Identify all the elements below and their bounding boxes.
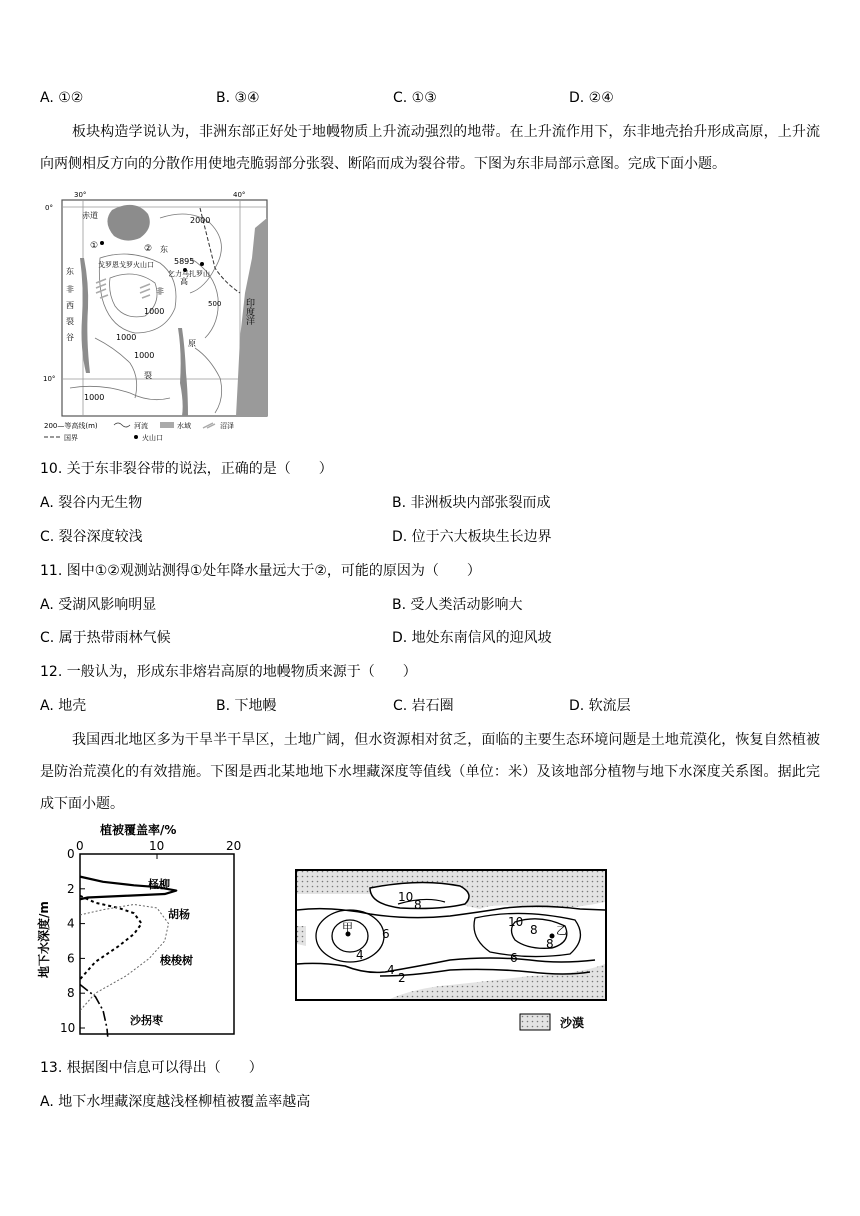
- legend-water: 水域: [177, 422, 191, 430]
- q12-option-a: A. 地壳: [40, 698, 87, 714]
- lat-0-label: 0°: [45, 204, 53, 212]
- contour-label: 1000: [84, 393, 105, 402]
- station-2-label: ②: [144, 244, 153, 254]
- ocean-label: 印度洋: [244, 298, 254, 325]
- x-tick-label: 0: [76, 839, 84, 853]
- series-line-2: [80, 896, 142, 980]
- passage-east-africa: 板块构造学说认为，非洲东部正好处于地幔物质上升流动强烈的地带。在上升流作用下，东非地壳抬升形成高原，上升流向两侧相反方向的分散作用使地壳脆弱部分张裂、断陷而成为裂谷带。下图为东非局部示意图。完成下面小题。: [40, 124, 820, 172]
- q10-option-b: B. 非洲板块内部张裂而成: [392, 495, 551, 511]
- series-label-shaguaizao: 沙拐枣: [130, 1014, 163, 1027]
- map-label: 西: [66, 301, 74, 310]
- q12-option-b: B. 下地幔: [216, 698, 277, 714]
- contour-label: 6: [510, 951, 518, 965]
- contour-label: 8: [546, 937, 554, 951]
- q12-stem: 12. 一般认为，形成东非熔岩高原的地幔物质来源于（ ）: [40, 664, 417, 680]
- legend-volcano: 火山口: [142, 434, 163, 442]
- y-tick-label: 2: [67, 881, 75, 896]
- q11-option-d: D. 地处东南信风的迎风坡: [392, 630, 552, 646]
- contour-label: 2000: [190, 216, 211, 225]
- legend-border: 国界: [64, 434, 78, 442]
- map-label: 裂: [144, 371, 152, 380]
- groundwater-contour-map: [290, 864, 620, 1040]
- x-tick-label: 20: [226, 839, 242, 853]
- contour-label: 10: [398, 890, 414, 904]
- volcano-dot: [200, 262, 204, 266]
- desert-area: [297, 926, 306, 946]
- q11-option-a: A. 受湖风影响明显: [40, 597, 157, 613]
- map-label: 东: [160, 245, 168, 254]
- q10-option-a: A. 裂谷内无生物: [40, 495, 143, 511]
- contour-label: 1000: [134, 351, 155, 360]
- lat-10-label: 10°: [43, 375, 56, 383]
- legend-contour: 200—等高线(m): [44, 422, 98, 430]
- station-1-label: ①: [90, 241, 99, 251]
- series-label-huyang: 胡杨: [168, 908, 190, 921]
- map-label: 谷: [66, 333, 74, 342]
- east-africa-map: [40, 188, 280, 443]
- y-axis-label: 地下水深度/m: [37, 901, 51, 978]
- contour-label: 8: [414, 898, 422, 912]
- q9-option-b: B. ③④: [216, 90, 260, 106]
- series-label-suosuo: 梭梭树: [160, 954, 193, 967]
- vegetation-groundwater-chart: [36, 818, 256, 1040]
- q9-option-d: D. ②④: [569, 90, 614, 106]
- y-tick-label: 0: [67, 847, 75, 861]
- legend-desert-label: 沙漠: [560, 1016, 585, 1030]
- kilimanjaro-label: 乞力马扎罗山: [168, 270, 210, 278]
- contour-label: 4: [387, 963, 395, 977]
- equator-label: 赤道: [82, 211, 98, 220]
- chart-title: 植被覆盖率/%: [100, 823, 177, 837]
- y-tick-label: 4: [67, 916, 75, 931]
- contour-label: 2: [398, 971, 406, 985]
- contour-label: 500: [208, 300, 222, 308]
- volcano-dot: [100, 241, 104, 245]
- lon-40-label: 40°: [233, 191, 246, 199]
- q12-option-c: C. 岩石圈: [393, 698, 454, 714]
- map-label: 非: [66, 285, 74, 294]
- crater-label: 戈罗恩戈罗火山口: [98, 261, 154, 269]
- q11-option-c: C. 属于热带雨林气候: [40, 630, 171, 646]
- contour-label: 1000: [144, 307, 165, 316]
- q12-option-d: D. 软流层: [569, 698, 631, 714]
- map-label: 高: [180, 277, 188, 286]
- q11-option-b: B. 受人类活动影响大: [392, 597, 523, 613]
- contour-label: 1000: [116, 333, 137, 342]
- q11-stem: 11. 图中①②观测站测得①处年降水量远大于②，可能的原因为（ ）: [40, 563, 481, 579]
- q13-option-a: A. 地下水埋藏深度越浅柽柳植被覆盖率越高: [40, 1094, 311, 1110]
- q10-stem: 10. 关于东非裂谷带的说法，正确的是（ ）: [40, 461, 333, 477]
- passage-northwest-china: 我国西北地区多为干旱半干旱区，土地广阔，但水资源相对贫乏，面临的主要生态环境问题是土地荒漠化，恢复自然植被是防治荒漠化的有效措施。下图是西北某地地下水埋藏深度等值线（单位：米）及该地部分植物与地下水深度关系图。据此完成下面小题。: [40, 732, 820, 812]
- y-tick-label: 8: [67, 986, 75, 1001]
- series-label-chengliu: 柽柳: [148, 878, 170, 891]
- point-yi-label: 乙: [556, 924, 567, 937]
- map-label: 非: [156, 287, 164, 296]
- series-line-3: [80, 904, 169, 1010]
- q13-stem: 13. 根据图中信息可以得出（ ）: [40, 1060, 263, 1076]
- x-tick-label: 10: [149, 839, 165, 853]
- legend-desert-swatch: [520, 1014, 550, 1030]
- lon-30-label: 30°: [74, 191, 87, 199]
- legend-swamp: 沼泽: [220, 422, 234, 430]
- peak-elevation-label: 5895: [174, 257, 195, 266]
- contour-label: 4: [356, 948, 364, 962]
- q10-option-d: D. 位于六大板块生长边界: [392, 529, 552, 545]
- contour-label: 6: [382, 927, 390, 941]
- map-label: 裂: [66, 317, 74, 326]
- y-tick-label: 10: [60, 1021, 76, 1035]
- q9-option-a: A. ①②: [40, 90, 84, 106]
- map-label: 东: [66, 267, 74, 276]
- series-line-4: [80, 985, 108, 1037]
- legend-river: 河流: [134, 422, 148, 430]
- contour-label: 10: [508, 915, 524, 929]
- point-jia-label: 甲: [342, 921, 353, 934]
- y-tick-label: 6: [67, 951, 75, 966]
- q10-option-c: C. 裂谷深度较浅: [40, 529, 143, 545]
- contour-label: 8: [530, 923, 538, 937]
- q9-option-c: C. ①③: [393, 90, 437, 106]
- map-label: 原: [188, 339, 196, 348]
